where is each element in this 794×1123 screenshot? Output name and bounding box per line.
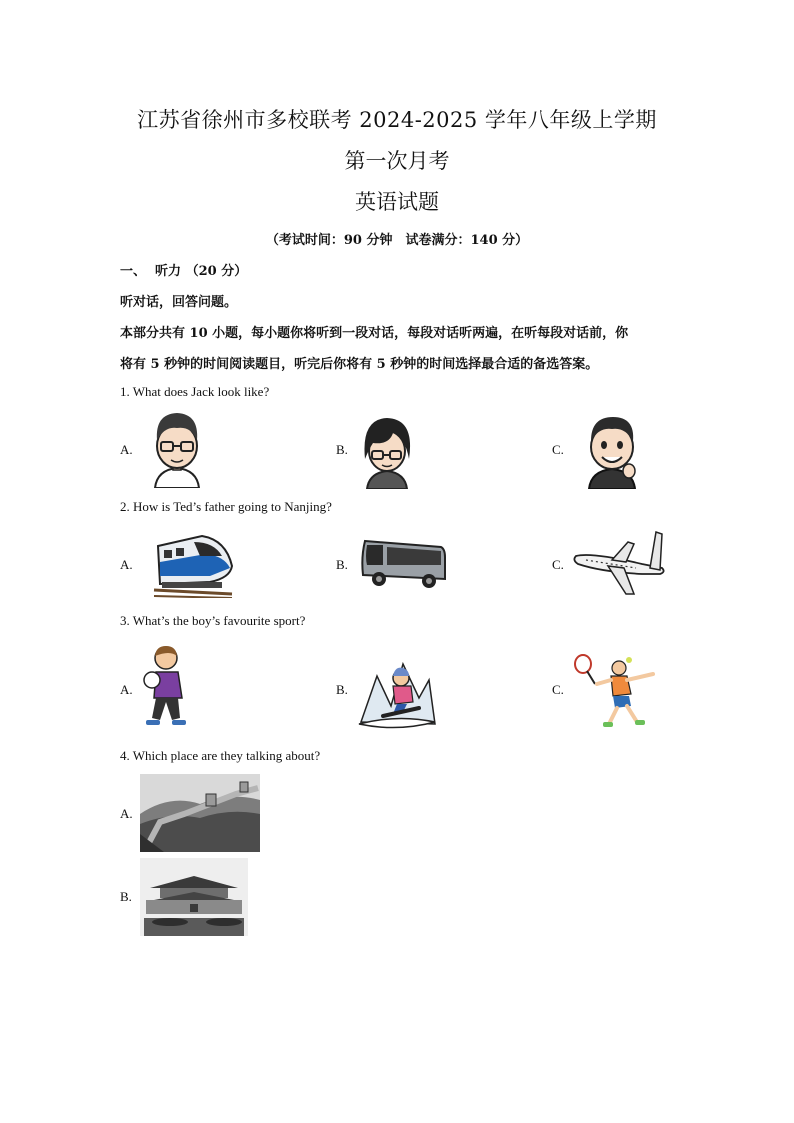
option-letter: A. (120, 442, 133, 457)
option-letter: A. (120, 557, 133, 572)
question-1: 1. What does Jack look like? (120, 384, 270, 399)
tiananmen-photo-image (140, 858, 248, 936)
option-letter: B. (336, 682, 348, 697)
airplane-image (572, 530, 668, 596)
section-subheading: 听对话，回答问题。 (120, 295, 238, 310)
instruction-line-1: 本部分共有 10 小题，每小题你将听到一段对话，每段对话听两遍，在听每段对话前，你 (120, 326, 629, 341)
question-4: 4. Which place are they talking about? (120, 748, 321, 763)
option-letter: B. (336, 557, 348, 572)
option-letter: C. (552, 557, 564, 572)
boy-with-glasses-long-hair-image (359, 415, 415, 489)
boy-with-glasses-short-hair-image (147, 408, 207, 488)
option-letter: C. (552, 442, 564, 457)
great-wall-photo-image (140, 774, 260, 852)
option-letter: B. (336, 442, 348, 457)
high-speed-train-image (150, 532, 236, 598)
question-3: 3. What’s the boy’s favourite sport? (120, 613, 306, 628)
option-letter: A. (120, 682, 133, 697)
smiling-boy-no-glasses-image (583, 413, 641, 489)
snowboarder-image (357, 650, 437, 730)
instruction-line-2: 将有 5 秒钟的时间阅读题目，听完后你将有 5 秒钟的时间选择最合适的备选答案。 (120, 357, 599, 372)
option-letter: B. (120, 889, 132, 904)
question-2: 2. How is Ted’s father going to Nanjing? (120, 499, 332, 514)
option-letter: A. (120, 806, 133, 821)
option-letter: C. (552, 682, 564, 697)
bus-image (359, 535, 447, 591)
subject-title: 英语试题 (355, 190, 439, 214)
section-heading: 一、 听力 （20 分） (120, 264, 248, 279)
exam-meta: （考试时间：90 分钟 试卷满分：140 分） (265, 233, 529, 248)
tennis-player-image (573, 652, 657, 728)
volleyball-player-image (138, 644, 196, 730)
exam-title: 江苏省徐州市多校联考 2024-2025 学年八年级上学期 (137, 108, 657, 132)
exam-subtitle: 第一次月考 (344, 149, 450, 173)
